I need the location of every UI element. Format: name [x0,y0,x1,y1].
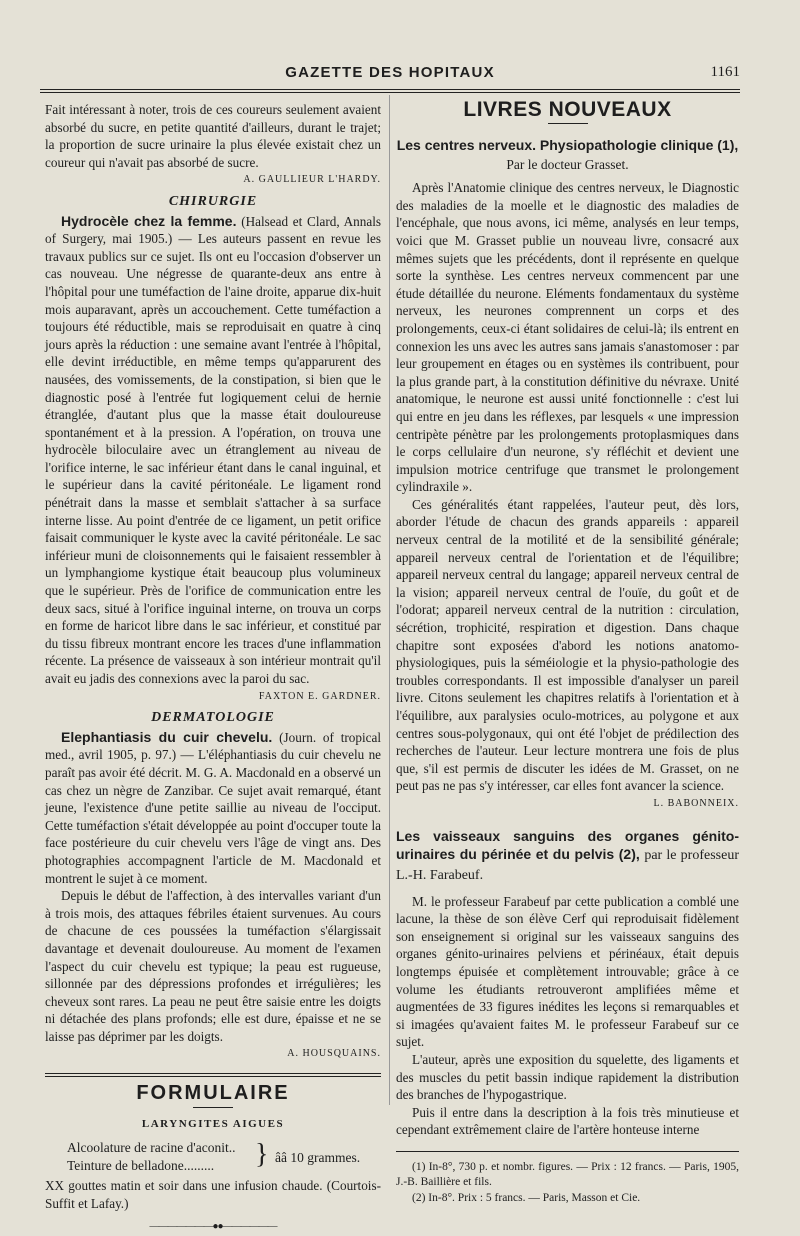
book2-paragraph-2: L'auteur, après une exposition du squelette, des ligaments et des muscles du petit bassin indique rapidement la distribution des branches de l'hypogastrique. [396,1051,739,1103]
brace-glyph: } [255,1139,269,1171]
book1-paragraph-1: Après l'Anatomie clinique des centres nerveux, le Diagnostic des maladies de la moelle et le diagnostic des maladies de l'encéphale, que nous avons, ici même, analysés en leur temps, voici que M. Grasset publie un nouveau livre, consacré aux mêmes sujets que les précédents, dont il représente en quelque sorte la synthèse. Les centres nerveux commencent par une étude détaillée du neurone. Eléments fondamentaux du système nerveux, les neurones comprennent un corps et des prolongements, ceux-ci étant solidaires de celui-là; ils entrent en connexion les uns avec les autres sans jamais s'anastomoser : par leur groupement en étages ou en systèmes ils contribuent, pour la plus grande part, à la constitution définitive du névraxe. Unité anatomique, le neurone est aussi unité fonctionnelle : c'est lui qui entre en jeu dans les réflexes, par lesquels « une impression centripète pénètre par les prolongements protoplasmiques dans le corps cellulaire d'un neurone, s'y réfléchit et devient une impulsion motrice centrifuge que transmet le prolongement cylindraxile ». [396,180,739,495]
book2-heading [396,827,739,885]
header-rule [40,89,740,90]
page-header [40,64,740,88]
end-ornament: ———————●●—————— [149,1221,277,1233]
footnote-1: (1) In-8°, 730 p. et nombr. figures. — Prix : 12 francs. — Paris, 1905, J.-B. Baillière et fils. [396,1160,739,1189]
double-rule [45,1073,381,1077]
hydrocele-text: — Les auteurs passent en revue les travaux publics sur ce sujet. Ils ont eu l'occasion d'observer un cas nouveau. Une négresse de quarante-deux ans entre à l'hôpital pour une tuméfaction de l'aine droite, apparue dix-huit mois auparavant, après un accouchement. Cette tuméfaction a toujours été réductible, mais se reproduisait en quatre à cinq jours après la réduction : une semaine avant l'entrée à l'hôpital, elle devint irréductible, en même temps qu'apparurent des nausées, des vomissements, de la constipation, si bien que le diagnostic posé à l'entrée fut logiquement celui de hernie étranglée, d'autant plus que la masse était douloureuse spontanément et à la pression. A l'opération, on trouva une hydrocèle biloculaire avec un étranglement au niveau de l'orifice interne, le sac inférieur étant dans le canal inguinal, et le supérieur dans la cavité péritonéale. Le ligament rond pénétrait dans la masse et semblait s'attacher à sa surface interne lisse. Au point d'entrée de ce ligament, un petit orifice faisait communiquer le kyste avec la cavité péritonéale. Le sac inférieur muni de cloisonnements qui le faisaient ressembler à un lymphangiome kystique était beaucoup plus volumineux que le supérieur. Près de l'orifice de communication entre les deux sacs, situé à l'orifice inguinal interne, on trouva un corps en forme de haricot libre dans le sac inférieur, et constitué par du tissu fibreux montrant encore les traces d'une inflammation récente. La présence de vaisseaux à son intérieur montrait qu'il avait eu jadis des connexions avec la paroi du sac. [45,231,382,686]
ingredient-2: Teinture de belladone......... [67,1158,215,1174]
page-number: 1161 [710,64,740,80]
hydrocele-signature: FAXTON E. GARDNER. [258,690,381,702]
book2-title: Les vaisseaux sanguins des organes génito-urinaires du périnée et du pelvis (2), [396,827,739,862]
livres-rule [548,123,588,124]
column-divider [389,95,390,1105]
hydrocele-citation: (Halsead et Clard, Annals of Surgery, mai 1905.) [45,213,382,247]
header-rule-2 [40,92,740,93]
ingredient-dose: ââ 10 grammes. [275,1150,361,1166]
intro-signature: A. GAULLIEUR L'HARDY. [243,174,381,186]
hydrocele-title: Hydrocèle chez la femme. [61,212,237,229]
hydrocele-article [45,213,381,688]
elephantiasis-title: Elephantiasis du cuir chevelu. [61,728,273,745]
formulaire-title: FORMULAIRE [136,1082,290,1105]
formula-name: LARYNGITES AIGUES [141,1117,285,1130]
right-column [396,98,739,1206]
elephantiasis-signature: A. HOUSQUAINS. [287,1048,381,1060]
livres-title: LIVRES NOUVEAUX [463,98,672,121]
elephantiasis-article [45,729,381,887]
footnote-rule [396,1151,739,1152]
journal-title: GAZETTE DES HOPITAUX [285,64,495,81]
book2-author: par le professeur L.-H. Farabeuf. [396,847,739,883]
left-column [45,101,381,1236]
elephantiasis-text: — L'éléphantiasis du cuir chevelu ne paraît pas avoir été décrit. M. G. A. Macdonald en a observé un cas chez un nègre de Zanzibar. Ce sujet avait remarqué, étant jeune, l'existence d'une petite saillie au niveau de l'occiput. Cette tuméfaction s'était développée au point d'occuper toute la face postérieure du cuir chevelu vers l'âge de vingt ans. Des photographies accompagnent l'article de M. Macdonald et montrent le sujet à ce moment. [45,747,382,886]
elephantiasis-citation: (Journ. of tropical med., avril 1905, p. 97.) [45,729,382,763]
chirurgie-heading: CHIRURGIE [168,193,258,209]
formula-instructions: XX gouttes matin et soir dans une infusion chaude. (Courtois-Suffit et Lafay.) [45,1178,381,1211]
footnote-2: (2) In-8°. Prix : 5 francs. — Paris, Masson et Cie. [412,1191,641,1204]
book1-paragraph-2: Ces généralités étant rappelées, l'auteur peut, dès lors, aborder l'étude de chacun des grands appareils : appareil nerveux central de la motilité et de la sensibilité générale; appareil nerveux central de l'orientation et de l'équilibre; appareil nerveux central du langage; appareil nerveux central de la vision; appareil nerveux central de l'ouïe, du goût et de l'odorat; appareil nerveux central de la nutrition : circulation, sécrétion, trophicité, respiration et digestion. Dans chaque chapitre sont exposées d'abord les notions anatomo-physiologiques, puis la séméiologie et la physio-pathologie des troubles correspondants. Il est impossible d'analyser un pareil livre. Citons seulement les chapitres relatifs à l'orientation et à l'équilibre, aux paralysies oculo-motrices, au polygone et aux centres sous-polygonaux, qui ont été l'objet de prédilection des recherches de l'auteur. Leur lecture montrera une fois de plus que, s'il est permis de discuter les idées de M. Grasset, on ne peut pas ne pas s'y intéresser, car elles font avancer la science. [396,496,739,794]
ingredient-1: Alcoolature de racine d'aconit.. [67,1140,236,1156]
recipe-block [67,1139,381,1177]
elephantiasis-paragraph-2: Depuis le début de l'affection, à des intervalles variant d'un à trois mois, des attaques fébriles étaient survenues. Au cours de chacune de ces poussées la tuméfaction s'élargissait davantage et devenait douloureuse. Au moment de l'examen l'aspect du cuir chevelu est typique; la peau est rugueuse, sillonnée par des dépressions profondes et irrégulières; les cheveux sont rares. La peau ne peut être saisie entre les doigts ni détachée des plans profonds; elle est dure, épaisse et ne se laisse pas déprimer par les doigts. [45,888,381,1044]
book2-paragraph-1: M. le professeur Farabeuf par cette publication a comblé une lacune, la thèse de son élève Cerf qui reproduisait fidèlement son enseignement si original sur les vaisseaux sanguins des organes génito-urinaires pelviens et périnéaux, était depuis longtemps épuisée et complètement introuvable; grâce à ce volume les étudiants retrouveront amplifiées même et augmentées de 33 figures inédites les leçons si remarquables et si imagées qu'avaient faites M. le professeur Farabeuf sur ce sujet. [396,893,739,1050]
book1-signature: L. BABONNEIX. [653,797,739,809]
book1-title: Les centres nerveux. Physiopathologie clinique (1), [396,136,739,153]
dermatologie-heading: DERMATOLOGIE [151,710,275,726]
intro-paragraph: Fait intéressant à noter, trois de ces coureurs seulement avaient absorbé du sucre, en petite quantité d'ailleurs, durant le trajet; la proportion de sucre urinaire la plus élevée existait chez un coureur qui n'avait pas absorbé de sucre. [45,102,381,170]
short-rule [193,1107,233,1108]
book2-paragraph-3: Puis il entre dans la description à la fois très minutieuse et cependant extrêmement claire de l'artère honteuse interne [396,1104,739,1138]
book1-author: Par le docteur Grasset. [506,156,629,172]
